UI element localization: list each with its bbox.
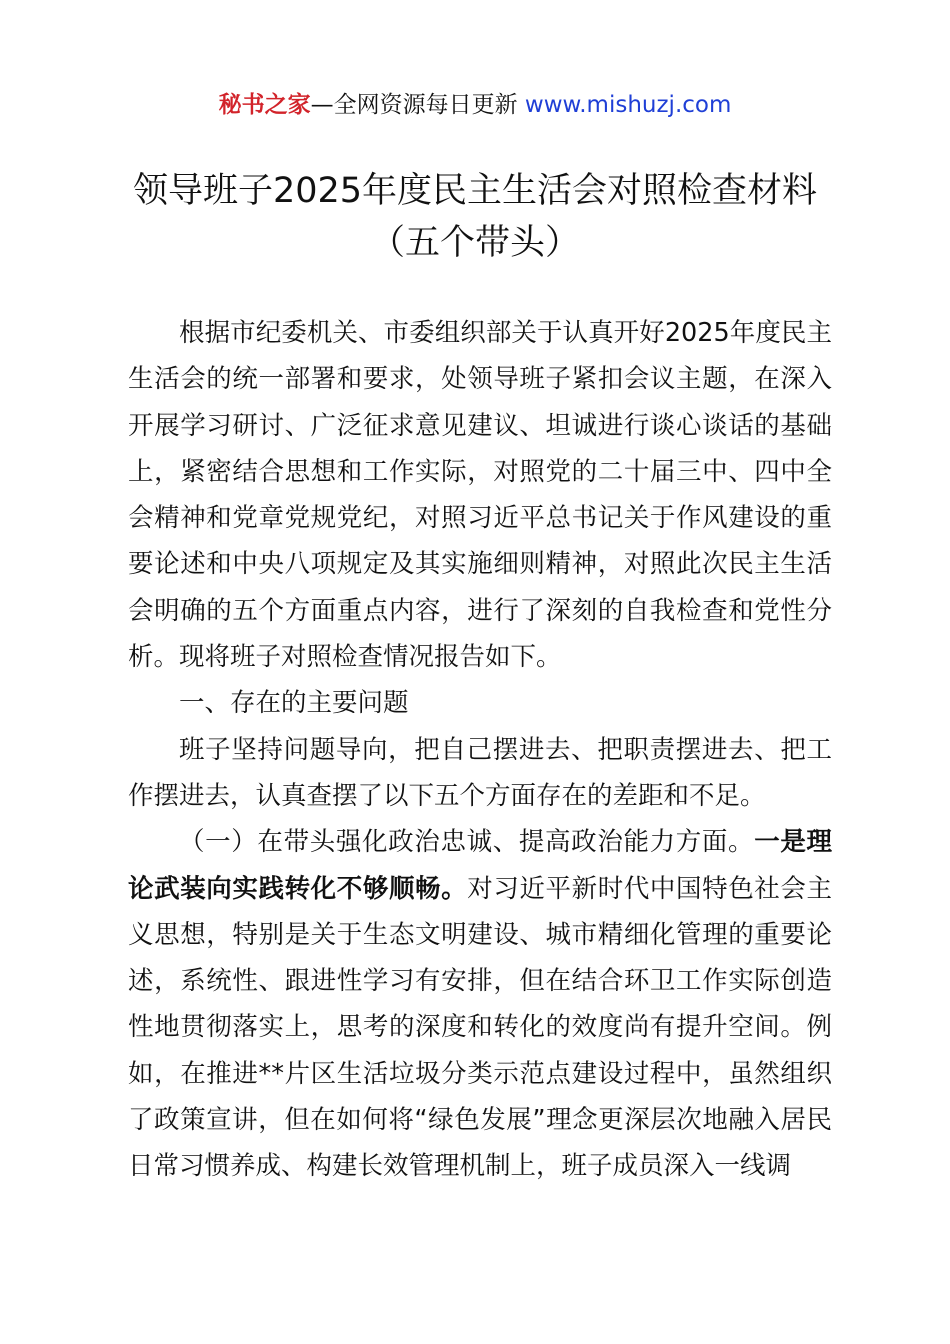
title-line-1: 领导班子2025年度民主生活会对照检查材料 [132,171,818,211]
item-paragraph [128,819,832,1189]
intro-paragraph: 根据市纪委机关、市委组织部关于认真开好2025年度民主生活会的统一部署和要求，处领导班子紧扣会议主题，在深入开展学习研讨、广泛征求意见建议、坦诚进行谈心谈话的基础上，紧密结合思想和工作实际，对照党的二十届三中、四中全会精神和党章党规党纪，对照习近平总书记关于作风建设的重要论述和中央八项规定及其实施细则精神，对照此次民主生活会明确的五个方面重点内容，进行了深刻的自我检查和党性分析。现将班子对照检查情况报告如下。 [128,318,832,673]
item-text: 对习近平新时代中国特色社会主义思想，特别是关于生态文明建设、城市精细化管理的重要论述，系统性、跟进性学习有安排，但在结合环卫工作实际创造性地贯彻落实上，思考的深度和转化的效度尚有提升空间。例如，在推进**片区生活垃圾分类示范点建设过程中，虽然组织了政策宣讲，但在如何将“绿色发展”理念更深层次地融入居民日常习惯养成、构建长效管理机制上，班子成员深入一线调 [128,873,832,1182]
site-tagline: —全网资源每日更新 [310,92,525,118]
site-brand: 秘书之家 [218,92,311,118]
site-header [0,90,950,120]
item-lead: （一）在带头强化政治忠诚、提高政治能力方面。 [179,827,755,858]
item-bold-point: 一是理论武装向实践转化不够顺畅。 [128,827,832,904]
document-title [0,165,950,269]
site-url[interactable]: www.mishuzj.com [524,92,732,118]
section-intro-paragraph: 班子坚持问题导向，把自己摆进去、把职责摆进去、把工作摆进去，认真查摆了以下五个方面存在的差距和不足。 [128,734,832,811]
section-heading: 一、存在的主要问题 [179,688,409,719]
title-line-2: （五个带头） [369,223,580,263]
document-body [128,310,832,1190]
